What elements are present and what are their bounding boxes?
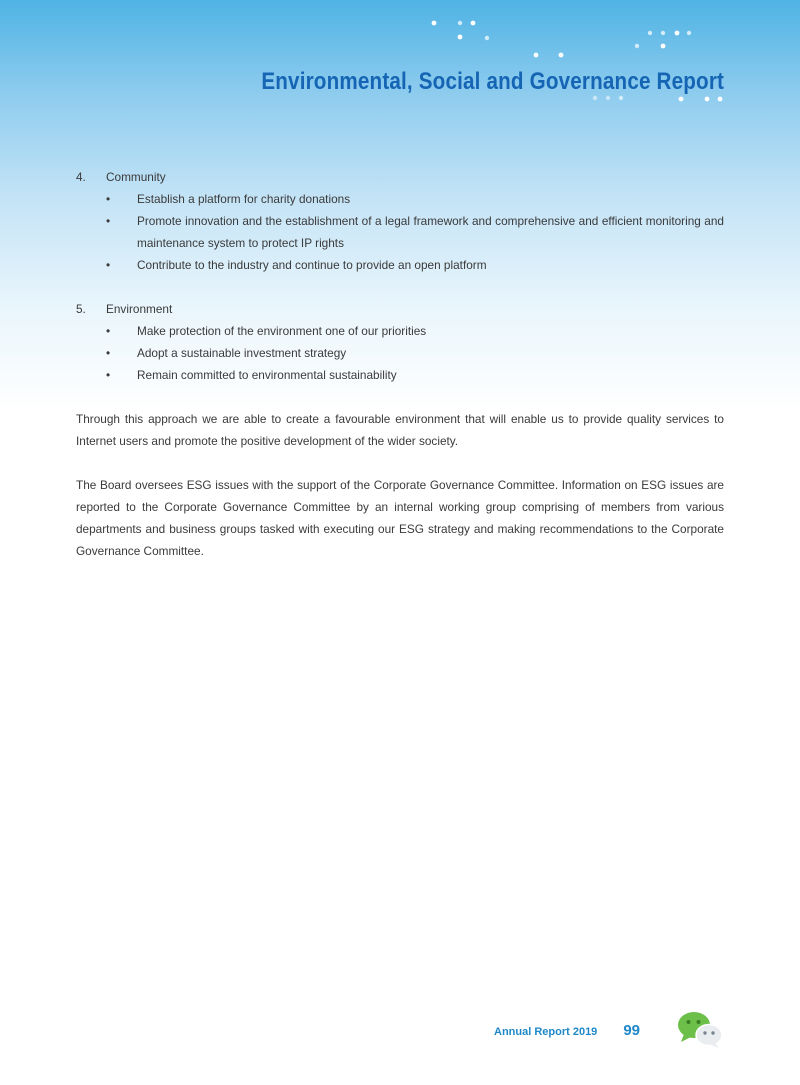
list-item: • Promote innovation and the establishment of a legal framework and comprehensive and efficient monitoring and maintenance system to protect IP rights [106, 210, 724, 254]
list-item: • Remain committed to environmental sustainability [106, 364, 724, 386]
paragraph-approach: Through this approach we are able to create a favourable environment that will enable us to provide quality services to Internet users and promote the positive development of the wider society. [76, 412, 724, 448]
section-number: 4. [76, 170, 86, 184]
paragraph-board-oversight: The Board oversees ESG issues with the support of the Corporate Governance Committee. Information on ESG issues are reported to the Corporate Governance Committee by an internal working group comprising of members from various departments and business groups tasked with executing our ESG strategy and making recommendations to the Corporate Governance Committee. [76, 478, 724, 558]
page-number: 99 [623, 1021, 640, 1039]
bullet-list [76, 320, 724, 386]
list-item: • Make protection of the environment one of our priorities [106, 320, 724, 342]
bullet-marker: • [106, 214, 111, 228]
bullet-list [76, 188, 724, 276]
section-heading: Community [106, 170, 166, 184]
report-body [76, 166, 724, 584]
section-heading: Environment [106, 302, 173, 316]
bullet-marker: • [106, 324, 111, 338]
footer-report-label: Annual Report 2019 [494, 1026, 598, 1038]
list-item: • Contribute to the industry and continue to provide an open platform [106, 254, 724, 276]
list-item: • Establish a platform for charity donations [106, 188, 724, 210]
section-community [76, 166, 724, 276]
page-title: Environmental, Social and Governance Report [261, 68, 724, 95]
bullet-marker: • [106, 258, 111, 272]
decorative-dots [0, 0, 800, 120]
list-item: • Adopt a sustainable investment strategy [106, 342, 724, 364]
bullet-marker: • [106, 192, 111, 206]
bullet-marker: • [106, 368, 111, 382]
page-footer [494, 1009, 724, 1049]
bullet-marker: • [106, 346, 111, 360]
section-environment [76, 298, 724, 386]
section-number: 5. [76, 302, 86, 316]
chat-bubbles-logo-icon [676, 1009, 724, 1049]
